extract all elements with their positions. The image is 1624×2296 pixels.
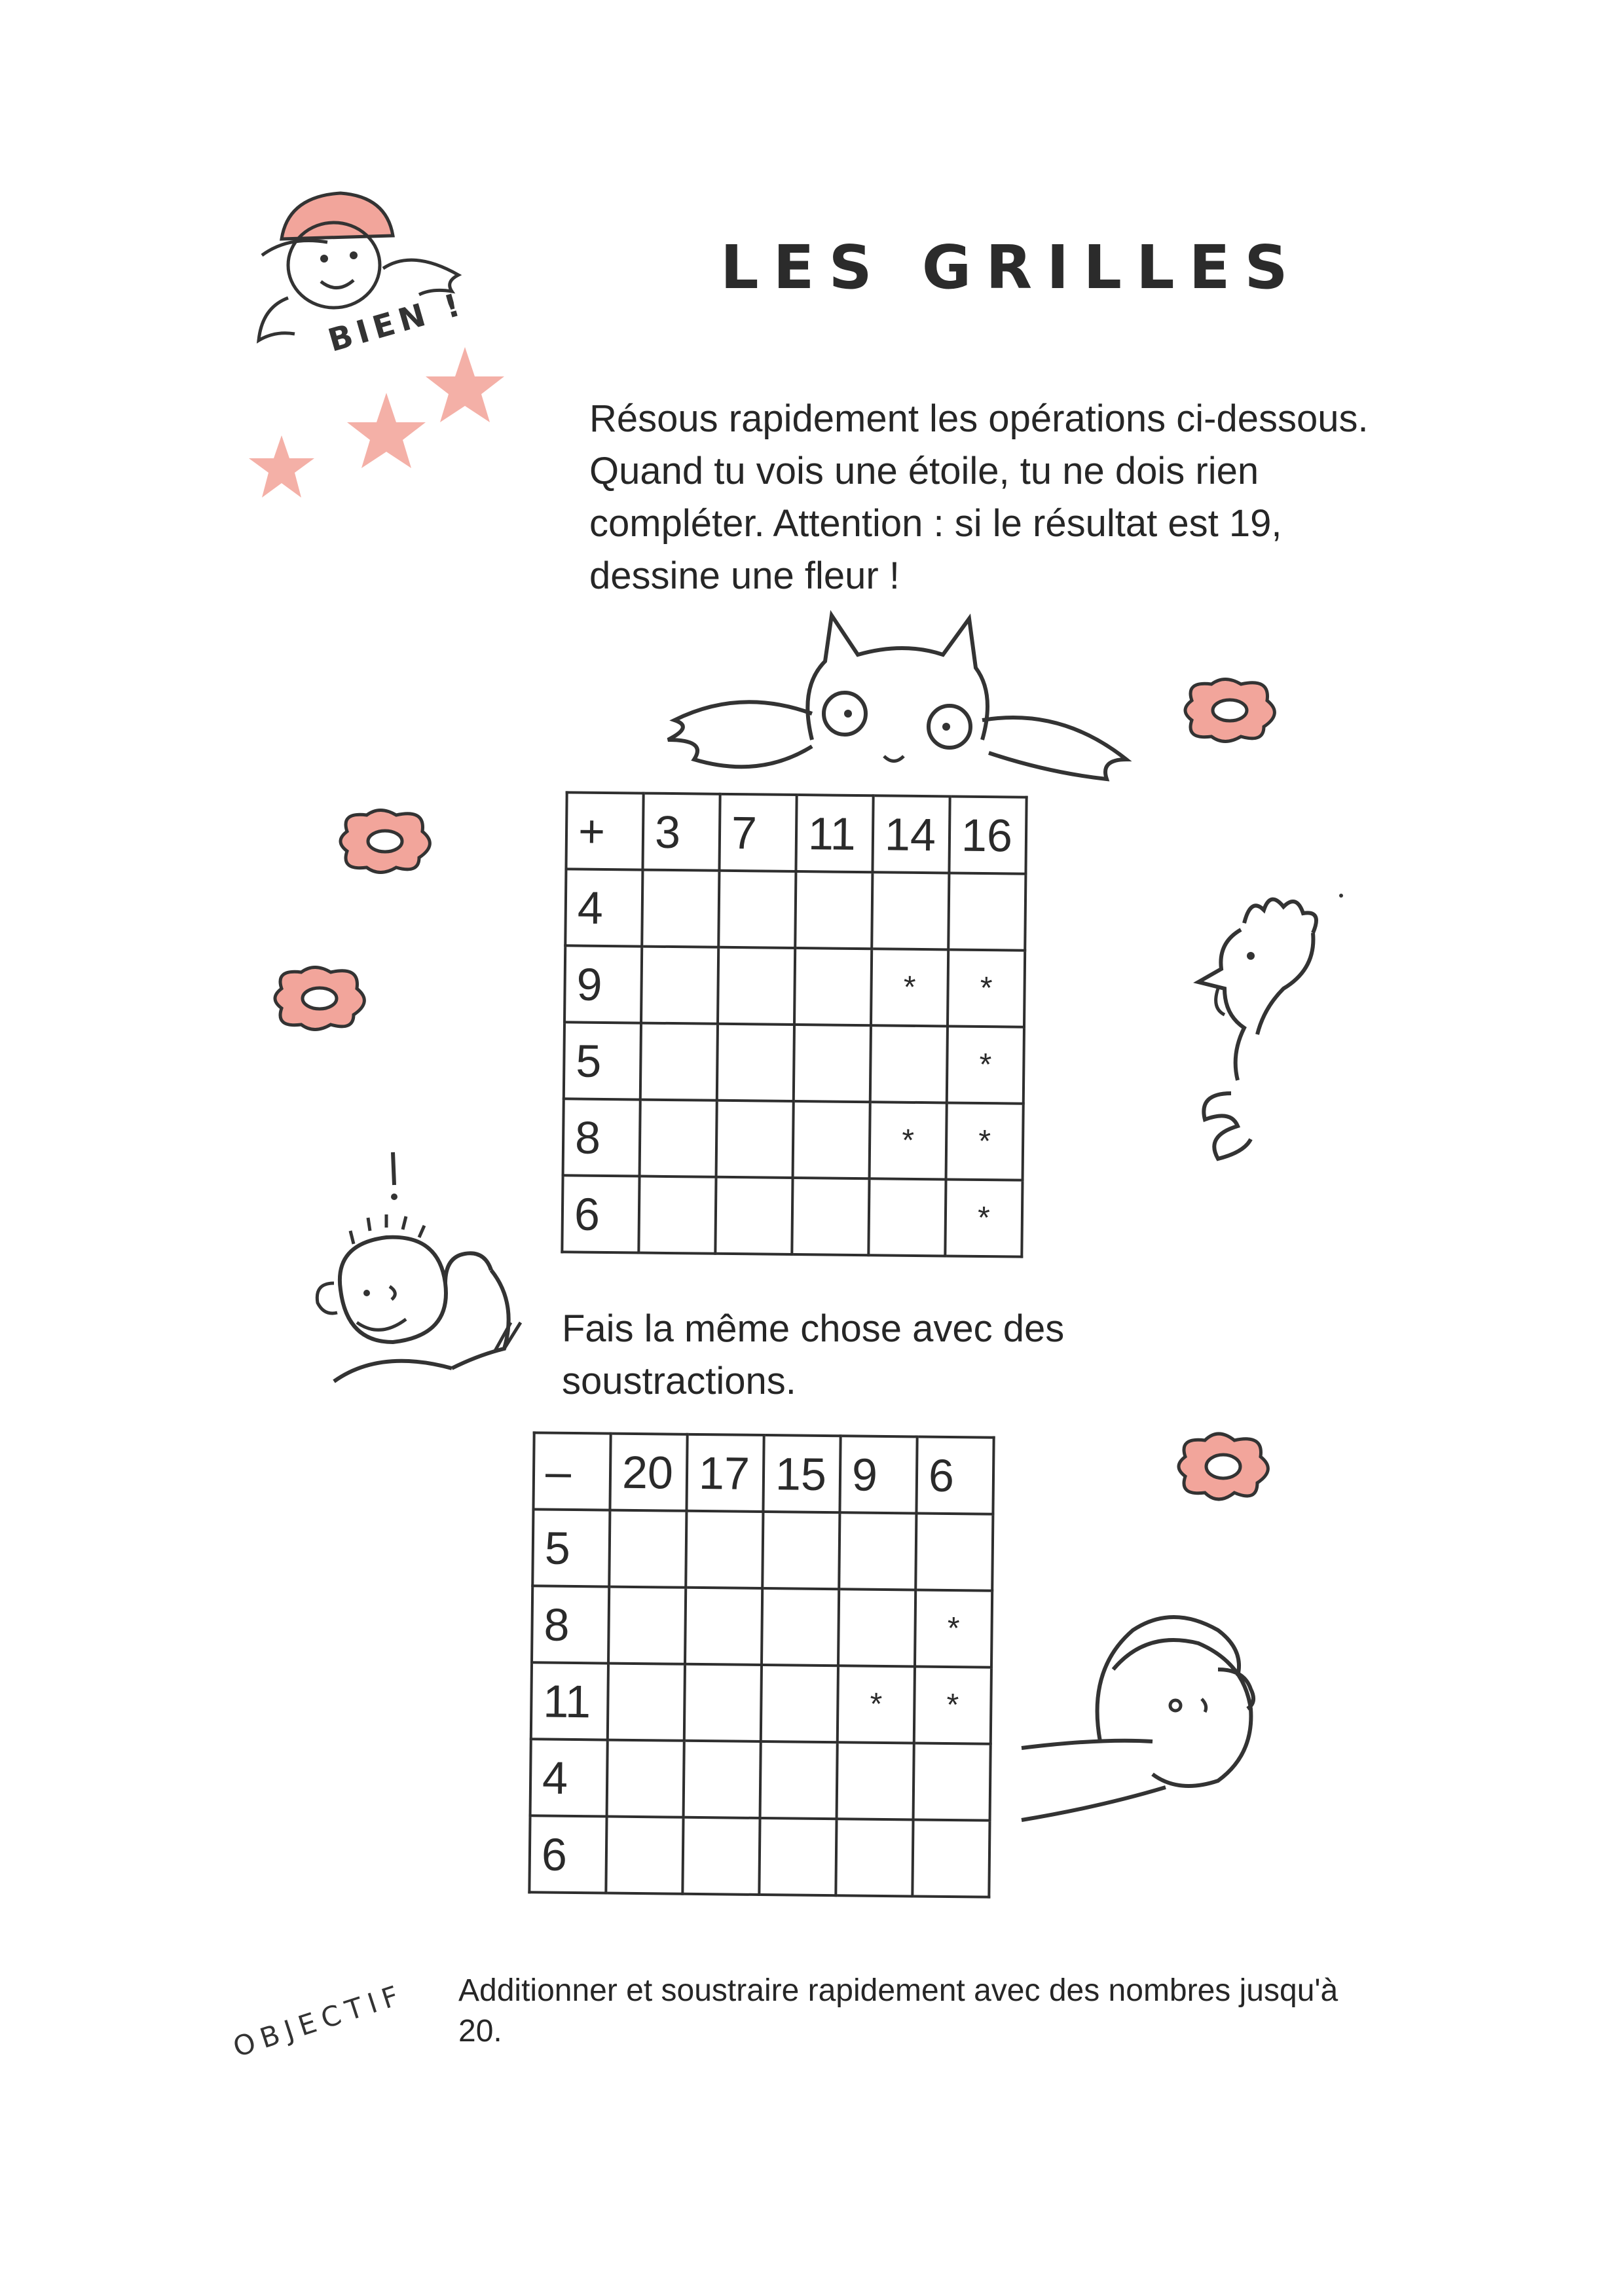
- star-cell: *: [914, 1666, 991, 1743]
- star-cell: *: [838, 1666, 915, 1743]
- answer-cell[interactable]: [638, 1176, 716, 1254]
- row-header: 5: [532, 1509, 610, 1586]
- answer-cell[interactable]: [716, 1101, 794, 1178]
- row-header: 8: [563, 1099, 640, 1176]
- table-row: [562, 1175, 1022, 1256]
- answer-cell[interactable]: [792, 1178, 869, 1255]
- answer-cell[interactable]: [762, 1512, 840, 1589]
- answer-cell[interactable]: [608, 1587, 686, 1664]
- answer-cell[interactable]: [717, 1024, 794, 1101]
- answer-cell[interactable]: [608, 1664, 685, 1741]
- answer-cell[interactable]: [837, 1742, 914, 1819]
- answer-cell[interactable]: [794, 948, 872, 1025]
- answer-cell[interactable]: [793, 1101, 870, 1178]
- thinking-boy-icon: [295, 1152, 544, 1414]
- answer-cell[interactable]: [718, 947, 795, 1025]
- column-header: 6: [916, 1436, 993, 1514]
- table-row: [565, 869, 1025, 950]
- row-header: 6: [529, 1815, 606, 1893]
- column-header: 11: [796, 795, 873, 872]
- row-header: 5: [564, 1022, 641, 1099]
- column-header: 17: [686, 1434, 764, 1512]
- answer-cell[interactable]: [868, 1178, 946, 1256]
- flower-icon: [1179, 674, 1283, 746]
- row-header: 11: [531, 1662, 608, 1740]
- answer-cell[interactable]: [762, 1588, 839, 1666]
- answer-cell[interactable]: [684, 1664, 762, 1741]
- answer-cell[interactable]: [761, 1665, 838, 1742]
- star-cell: *: [948, 949, 1025, 1027]
- answer-cell[interactable]: [870, 1025, 948, 1102]
- table-header-row: [566, 792, 1026, 873]
- answer-cell[interactable]: [606, 1817, 683, 1894]
- owl-icon: [655, 609, 1146, 792]
- answer-cell[interactable]: [718, 871, 796, 948]
- star-cell: *: [870, 1102, 947, 1179]
- answer-cell[interactable]: [641, 947, 718, 1024]
- row-header: 4: [565, 869, 642, 946]
- table-row: [531, 1662, 991, 1743]
- star-cell: *: [945, 1179, 1022, 1256]
- objective-text: Additionner et soustraire rapidement avec des nombres jusqu'à 20.: [458, 1973, 1338, 2049]
- flower-icon: [1172, 1427, 1277, 1506]
- column-header: 14: [872, 795, 950, 873]
- operator-cell: +: [566, 792, 643, 869]
- answer-cell[interactable]: [872, 872, 949, 949]
- peeking-boy-icon: [1022, 1591, 1303, 1853]
- answer-cell[interactable]: [912, 1819, 989, 1897]
- star-cell: *: [915, 1590, 992, 1667]
- answer-cell[interactable]: [795, 871, 872, 949]
- table-header-row: [533, 1432, 993, 1514]
- column-header: 9: [840, 1436, 917, 1513]
- addition-grid: [561, 791, 1027, 1258]
- subtraction-grid: [528, 1431, 995, 1898]
- star-icon: [249, 340, 530, 504]
- answer-cell[interactable]: [794, 1025, 871, 1102]
- table-row: [563, 1099, 1024, 1180]
- star-cell: *: [946, 1102, 1024, 1180]
- rooster-icon: [1192, 884, 1342, 1185]
- answer-cell[interactable]: [640, 1023, 718, 1101]
- column-header: 3: [642, 793, 720, 871]
- row-header: 6: [562, 1175, 639, 1252]
- table-row: [529, 1815, 989, 1897]
- answer-cell[interactable]: [759, 1818, 836, 1895]
- star-cell: *: [871, 949, 948, 1026]
- row-header: 8: [532, 1586, 609, 1663]
- answer-cell[interactable]: [715, 1177, 792, 1254]
- instructions-text: Résous rapidement les opérations ci-dessous. Quand tu vois une étoile, tu ne dois rien compléter. Attention : si le résultat est 19, dessine une fleur !: [589, 397, 1369, 597]
- column-header: 20: [610, 1434, 687, 1511]
- row-header: 9: [564, 945, 642, 1023]
- answer-cell[interactable]: [915, 1513, 993, 1590]
- answer-cell[interactable]: [609, 1510, 686, 1588]
- table-row: [532, 1586, 992, 1667]
- bien-badge: BIEN !: [324, 285, 470, 359]
- answer-cell[interactable]: [682, 1817, 760, 1895]
- column-header: 16: [949, 796, 1026, 873]
- answer-cell[interactable]: [948, 873, 1025, 950]
- table-row: [564, 945, 1025, 1027]
- answer-cell[interactable]: [838, 1589, 915, 1666]
- operator-cell: –: [533, 1432, 610, 1510]
- table-row: [530, 1739, 991, 1820]
- instructions2-text: Fais la même chose avec des soustractions.: [562, 1307, 1065, 1402]
- answer-cell[interactable]: [760, 1741, 838, 1819]
- answer-cell[interactable]: [913, 1743, 991, 1820]
- answer-cell[interactable]: [684, 1741, 761, 1818]
- answer-cell[interactable]: [640, 1100, 717, 1177]
- answer-cell[interactable]: [642, 870, 719, 947]
- answer-cell[interactable]: [839, 1512, 916, 1590]
- answer-cell[interactable]: [607, 1740, 684, 1817]
- star-cell: *: [947, 1026, 1024, 1103]
- column-header: 15: [763, 1435, 840, 1512]
- page-title: LES GRILLES: [720, 232, 1302, 302]
- table-row: [564, 1022, 1024, 1103]
- objective-label: OBJECTIF: [229, 1977, 409, 2064]
- column-header: 7: [719, 794, 796, 871]
- answer-cell[interactable]: [836, 1819, 913, 1896]
- row-header: 4: [530, 1739, 608, 1816]
- table-row: [532, 1509, 993, 1590]
- flower-icon: [334, 805, 439, 877]
- flower-icon: [268, 962, 373, 1034]
- answer-cell[interactable]: [686, 1511, 763, 1588]
- answer-cell[interactable]: [685, 1588, 762, 1665]
